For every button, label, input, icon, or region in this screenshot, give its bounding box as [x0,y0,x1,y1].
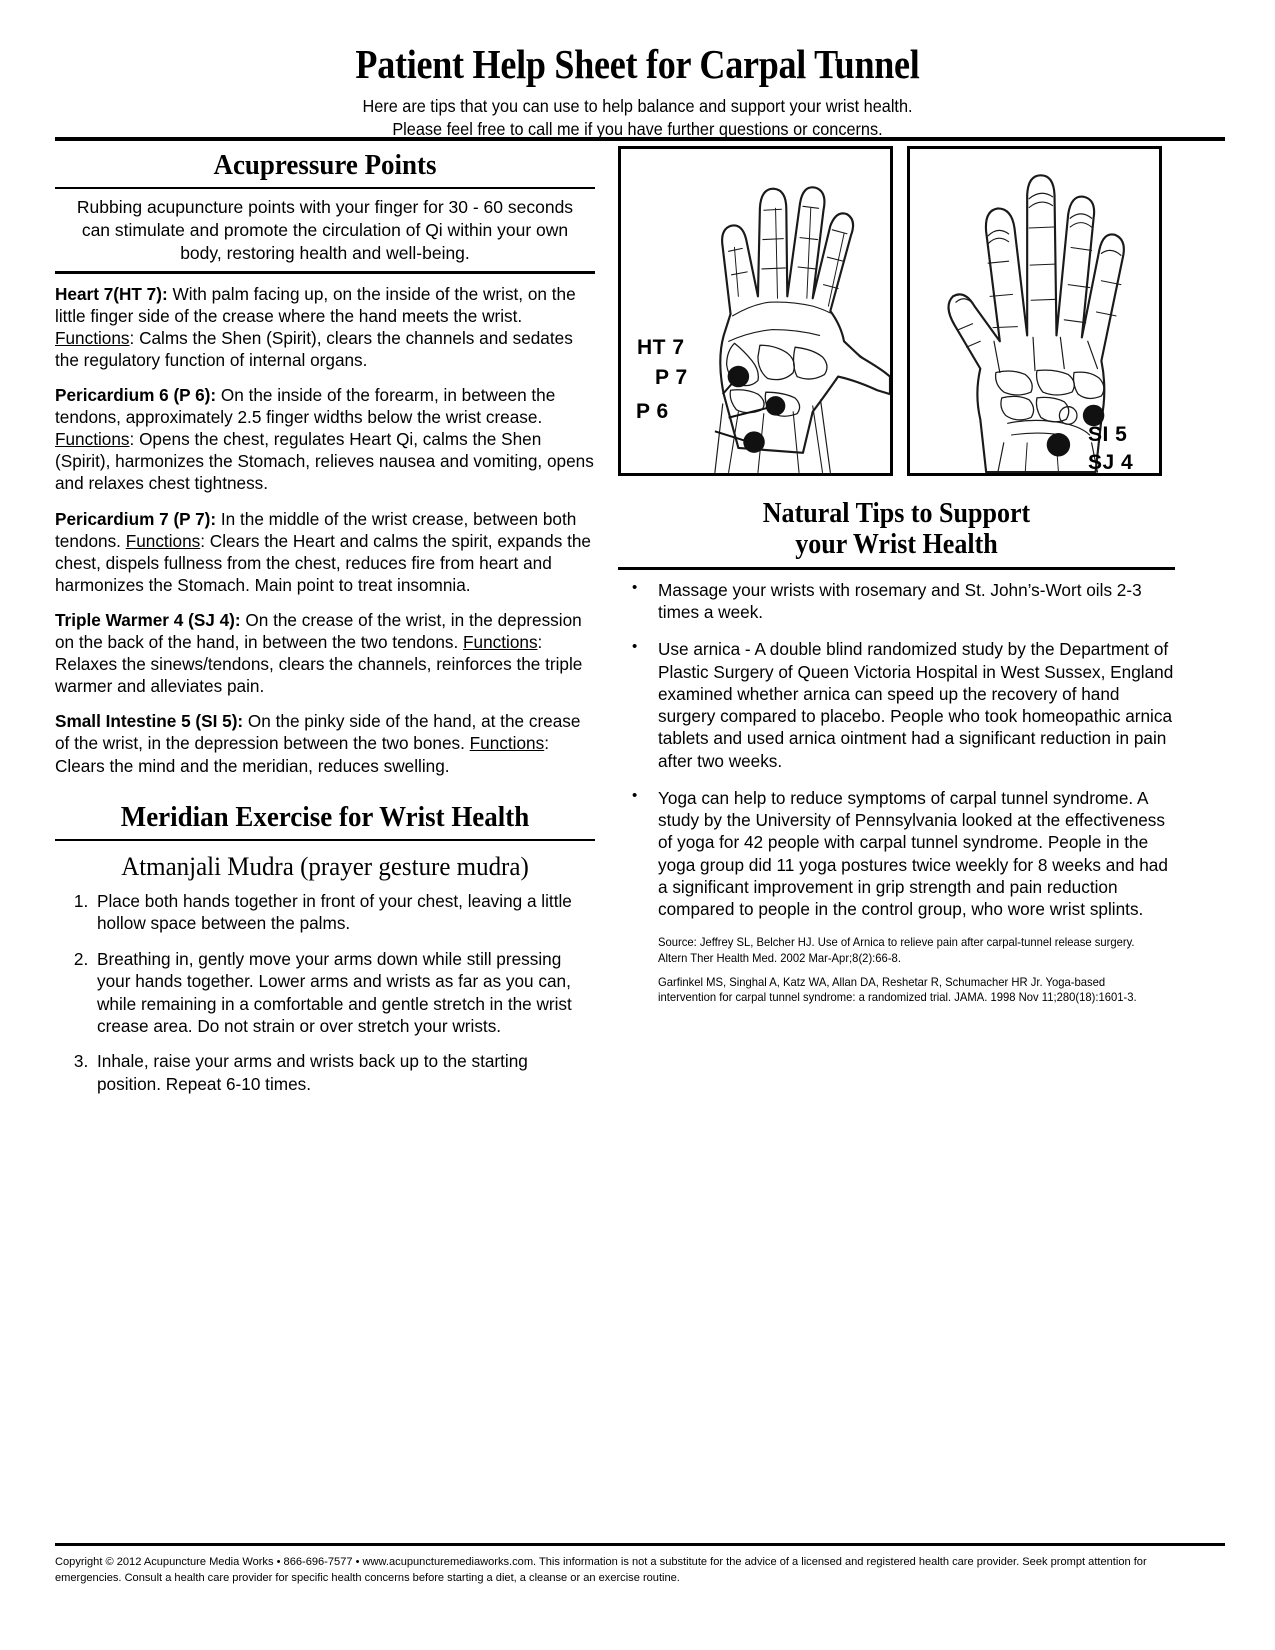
acupressure-intro-rule [55,271,595,274]
point-name: Triple Warmer 4 (SJ 4): [55,609,241,630]
mudra-step-list [55,890,595,1095]
footer-divider [55,1543,1225,1546]
natural-tips-list [618,579,1175,921]
subtitle-line-1: Here are tips that you can use to help balance and support your wrist health. [362,96,913,116]
natural-tips-heading [637,498,1155,561]
mudra-step: 3. Inhale, raise your arms and wrists back up to the starting position. Repeat 6-10 times. [93,1050,595,1095]
point-name: Pericardium 6 (P 6): [55,385,217,406]
functions-label: Functions [463,632,538,653]
footer-copyright: Copyright © 2012 Acupuncture Media Works • 866-696-7577 • www.acupuncturemediaworks.com. This information is not a substitute for the advice of a licensed and registered health care provider. Seek prompt attention for emergencies. Consult a health care provider for specific health concerns before starting a diet, a cleanse or an exercise routine. [55,1556,1147,1584]
figure-label-si5: SI 5 [1088,423,1128,446]
functions-label: Functions [55,327,130,348]
document-header [0,0,1275,142]
figure-label-ht7: HT 7 [637,336,685,359]
point-functions: : Clears the Heart and calms the spirit, expands the chest, dispels fullness from the chest, reduces fire from heart and harmonizes the Stomach. Main point to treat insomnia. [55,530,591,595]
acupressure-point-item [55,508,595,596]
natural-tips-heading-line-1: Natural Tips to Support [762,498,1031,529]
hand-diagram-palm-view [618,146,893,476]
acupressure-point-item [55,609,595,697]
point-functions: : Relaxes the sinews/tendons, clears the channels, reinforces the triple warmer and alleviates pain. [55,632,583,697]
meridian-heading-rule [55,839,595,841]
point-name: Small Intestine 5 (SI 5): [55,711,244,732]
acupressure-points-heading: Acupressure Points [213,149,437,181]
tip-item: • Use arnica - A double blind randomized study by the Department of Plastic Surgery of Queen Victoria Hospital in West Sussex, England examined whether arnica can speed up the recovery of hand surgery compared to placebo. People who took homeopathic arnica tablets and used arnica ointment had a significant reduction in pain after two weeks. [618,638,1175,772]
meridian-exercise-heading: Meridian Exercise for Wrist Health [120,800,530,833]
mudra-step: 2. Breathing in, gently move your arms down while still pressing your hands together. Lower arms and wrists as far as you can, while remaining in a comfortable and gentle stretch in the wrist crease area. Do not strain or over stretch your wrists. [93,948,595,1037]
point-functions: : Opens the chest, regulates Heart Qi, calms the Shen (Spirit), harmonizes the Stomach, relieves nausea and vomiting, opens and relaxes chest tightness. [55,429,594,494]
functions-label: Functions [55,429,130,450]
acupressure-point-list [55,283,595,777]
header-divider [55,137,1225,141]
natural-tips-heading-line-2: your Wrist Health [795,529,998,561]
point-name: Pericardium 7 (P 7): [55,508,217,529]
point-dot-p6 [743,431,765,453]
point-location: On the pinky side of the hand, at the crease of the wrist, in the depression between the two bones. [55,711,581,754]
point-dot-sj4 [1047,433,1070,456]
acupressure-intro: Rubbing acupuncture points with your finger for 30 - 60 seconds can stimulate and promote the circulation of Qi within your own body, restoring health and well-being. [76,197,574,263]
hand-diagram-dorsal-view [907,146,1162,476]
page-title: Patient Help Sheet for Carpal Tunnel [355,41,920,87]
figure-label-sj4: SJ 4 [1088,451,1134,474]
point-location: With palm facing up, on the inside of the wrist, on the little finger side of the crease where the hand meets the wrist. [55,283,576,326]
point-functions: : Clears the mind and the meridian, reduces swelling. [55,733,549,776]
skeletal-hand-palm-view-icon [621,149,890,473]
point-location: In the middle of the wrist crease, between both tendons. [55,508,577,551]
functions-label: Functions [125,530,201,551]
acupressure-point-item [55,283,595,371]
point-name: Heart 7(HT 7): [55,283,168,304]
point-location: On the inside of the forearm, in between the tendons, approximately 2.5 finger widths below the wrist crease. [55,385,556,428]
acupressure-point-item [55,710,595,776]
mudra-title: Atmanjali Mudra (prayer gesture mudra) [121,852,529,882]
acupressure-point-item [55,384,595,494]
right-column [618,146,1175,1013]
citation: Source: Jeffrey SL, Belcher HJ. Use of Arnica to relieve pain after carpal-tunnel release surgery. Altern Ther Health Med. 2002 Mar-Apr;8(2):66-8. [658,936,1135,965]
figure-label-p6: P 6 [636,400,669,423]
tip-item: • Yoga can help to reduce symptoms of carpal tunnel syndrome. A study by the University of Pennsylvania looked at the effectiveness of yoga for 42 people with carpal tunnel syndrome. People in the yoga group did 11 yoga postures twice weekly for 8 weeks and had a significant improvement in grip strength and pain reduction compared to people in the control group, who wore wrist splints. [618,787,1175,921]
acupressure-heading-rule [55,187,595,189]
left-column [55,146,595,1095]
citation: Garfinkel MS, Singhal A, Katz WA, Allan DA, Reshetar R, Schumacher HR Jr. Yoga-based intervention for carpal tunnel syndrome: a randomized trial. JAMA. 1998 Nov 11;280(18):1601-3. [658,975,1137,1005]
mudra-step: 1. Place both hands together in front of your chest, leaving a little hollow space between the palms. [93,890,595,935]
functions-label: Functions [469,733,545,754]
point-functions: : Calms the Shen (Spirit), clears the channels and sedates the regulatory function of internal organs. [55,327,573,370]
natural-tips-rule [618,567,1175,570]
hand-diagrams [618,146,1175,476]
point-dot-p7 [766,396,786,416]
subtitle-line-2: Please feel free to call me if you have further questions or concerns. [392,119,883,140]
figure-label-p7: P 7 [655,366,688,389]
tip-item: • Massage your wrists with rosemary and St. John’s-Wort oils 2-3 times a week. [618,579,1175,624]
point-location: On the crease of the wrist, in the depression on the back of the hand, in between the two tendons. [55,609,582,653]
